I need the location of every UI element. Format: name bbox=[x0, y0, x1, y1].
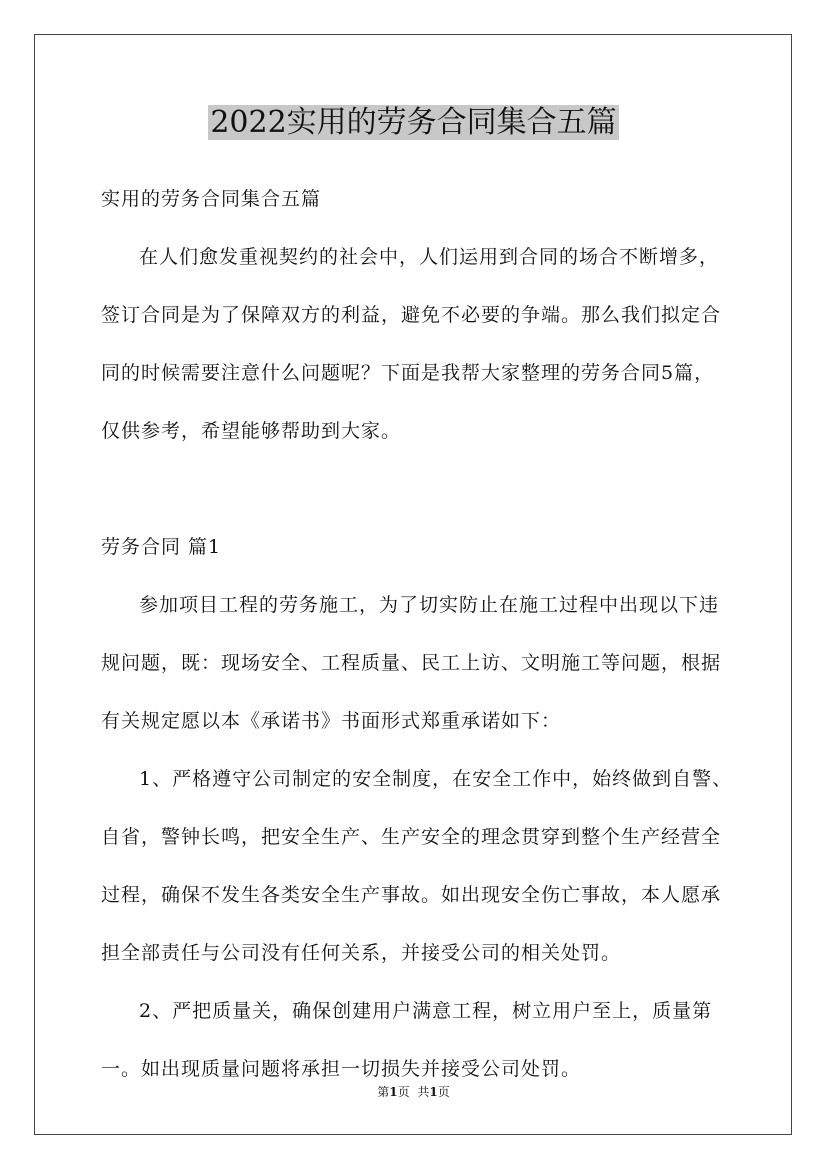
document-title bbox=[0, 103, 827, 143]
body-paragraph-2: 1、严格遵守公司制定的安全制度，在安全工作中，始终做到自警、自省，警钟长鸣，把安全生产、生产安全的理念贯穿到整个生产经营全过程，确保不发生各类安全生产事故。如出现安全伤亡事故，本人愿承担全部责任与公司没有任何关系，并接受公司的相关处罚。 bbox=[101, 768, 733, 964]
total-suffix: 页 bbox=[437, 1085, 450, 1099]
page-number: 1 bbox=[389, 1085, 398, 1099]
document-subtitle: 实用的劳务合同集合五篇 bbox=[101, 188, 322, 210]
total-prefix: 共 bbox=[417, 1085, 430, 1099]
section-heading: 劳务合同 篇1 bbox=[101, 536, 222, 558]
page-footer bbox=[0, 1083, 827, 1101]
page-prefix: 第 bbox=[377, 1085, 390, 1099]
document-body bbox=[101, 170, 733, 1098]
document-title-text: 2022实用的劳务合同集合五篇 bbox=[210, 105, 617, 140]
body-paragraph-3: 2、严把质量关，确保创建用户满意工程，树立用户至上，质量第一。如出现质量问题将承担一切损失并接受公司处罚。 bbox=[101, 1000, 713, 1080]
body-paragraph-1: 参加项目工程的劳务施工，为了切实防止在施工过程中出现以下违规问题，既：现场安全、工程质量、民工上访、文明施工等问题，根据有关规定愿以本《承诺书》书面形式郑重承诺如下： bbox=[101, 594, 722, 732]
intro-paragraph: 在人们愈发重视契约的社会中，人们运用到合同的场合不断增多，签订合同是为了保障双方的利益，避免不必要的争端。那么我们拟定合同的时候需要注意什么问题呢？下面是我帮大家整理的劳务合同5篇，仅供参考，希望能够帮助到大家。 bbox=[101, 246, 722, 442]
total-pages: 1 bbox=[429, 1085, 438, 1099]
page-suffix: 页 bbox=[397, 1085, 410, 1099]
